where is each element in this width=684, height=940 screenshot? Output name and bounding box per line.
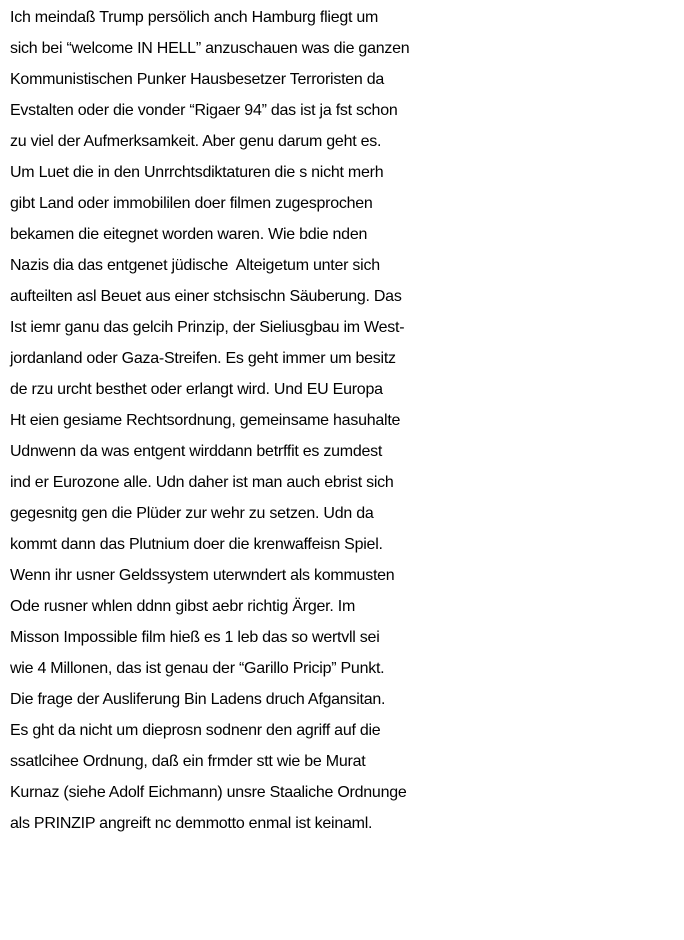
text-line: Udnwenn da was entgent wirddann betrffit es zumdest <box>10 443 383 460</box>
text-line: Ode rusner whlen ddnn gibst aebr richtig Ärger. Im <box>10 598 356 615</box>
text-line: Misson Impossible film hieß es 1 leb das so wertvll sei <box>10 629 380 646</box>
text-line: wie 4 Millonen, das ist genau der “Garillo Pricip” Punkt. <box>10 660 385 677</box>
text-line: gegesnitg gen die Plüder zur wehr zu setzen. Udn da <box>10 505 374 522</box>
text-line: ind er Eurozone alle. Udn daher ist man auch ebrist sich <box>10 474 394 491</box>
text-line: als PRINZIP angreift nc demmotto enmal ist keinaml. <box>10 815 373 832</box>
text-line: Evstalten oder die vonder “Rigaer 94” das ist ja fst schon <box>10 102 398 119</box>
text-line: Die frage der Ausliferung Bin Ladens druch Afgansitan. <box>10 691 386 708</box>
text-line: zu viel der Aufmerksamkeit. Aber genu darum geht es. <box>10 133 382 150</box>
text-line: Ist iemr ganu das gelcih Prinzip, der Sieliusgbau im West- <box>10 319 405 336</box>
text-line: de rzu urcht besthet oder erlangt wird. Und EU Europa <box>10 381 383 398</box>
text-line: Nazis dia das entgenet jüdische Alteigetum unter sich <box>10 257 380 274</box>
text-line: Um Luet die in den Unrrchtsdiktaturen die s nicht merh <box>10 164 384 181</box>
body-text <box>10 2 682 839</box>
text-line: Kommunistischen Punker Hausbesetzer Terroristen da <box>10 71 385 88</box>
text-line: Kurnaz (siehe Adolf Eichmann) unsre Staaliche Ordnunge <box>10 784 407 801</box>
text-line: bekamen die eitegnet worden waren. Wie bdie nden <box>10 226 368 243</box>
text-line: Wenn ihr usner Geldssystem uterwndert als kommusten <box>10 567 395 584</box>
text-line: Es ght da nicht um dieprosn sodnenr den agriff auf die <box>10 722 381 739</box>
text-line: Ich meindaß Trump persölich anch Hamburg fliegt um <box>10 9 379 26</box>
text-line: Ht eien gesiame Rechtsordnung, gemeinsame hasuhalte <box>10 412 401 429</box>
text-line: gibt Land oder immobililen doer filmen zugesprochen <box>10 195 373 212</box>
text-line: jordanland oder Gaza-Streifen. Es geht immer um besitz <box>10 350 396 367</box>
text-line: kommt dann das Plutnium doer die krenwaffeisn Spiel. <box>10 536 383 553</box>
text-line: ssatlcihee Ordnung, daß ein frmder stt wie be Murat <box>10 753 366 770</box>
text-line: sich bei “welcome IN HELL” anzuschauen was die ganzen <box>10 40 410 57</box>
text-line: aufteilten asl Beuet aus einer stchsischn Säuberung. Das <box>10 288 402 305</box>
